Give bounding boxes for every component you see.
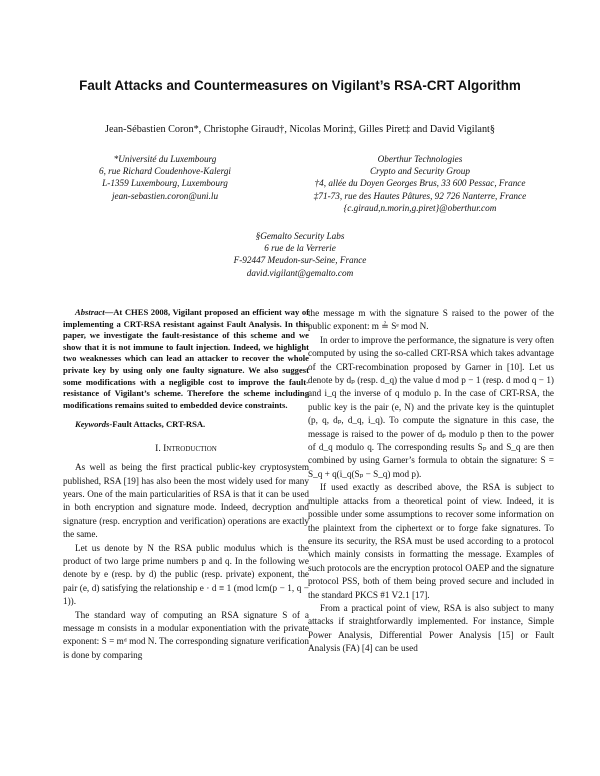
paragraph: From a practical point of view, RSA is also subject to many attacks if straightforwardly implemented. For instance, Simple Power Analysis, Differential Power Analysis [15] or Fault Analysis (FA) [4] can be used xyxy=(308,602,554,654)
paragraph: The standard way of computing an RSA signature S of a message m consists in a modular exponentiation with the private exponent: S = mᵈ mod N. The corresponding signature verification is done by comparing xyxy=(63,609,309,660)
affiliation-gemalto xyxy=(175,230,425,279)
keywords-text: -Fault Attacks, CRT-RSA. xyxy=(109,419,206,430)
abstract-text: —At CHES 2008, Vigilant proposed an efficient way of implementing a CRT-RSA resistant against Fault Analysis. In this paper, we investigate the fault-resistance of this scheme and we show that it is not immune to fault injection. Indeed, we highlight two weaknesses which can lead an attacker to recover the whole private key by using only one faulty signature. We also suggest some modifications with a negligible cost to improve the fault-resistance of Vigilant’s scheme. Therefore the scheme including modifications remains suited to embedded device constraints. xyxy=(63,307,309,410)
abstract-label: Abstract xyxy=(75,307,105,317)
abstract xyxy=(63,307,309,411)
paragraph: Let us denote by N the RSA public modulus which is the product of two large prime numbers p and q. In the following we denote by e (resp. by d) the public (resp. private) exponent, the pair (e, d) satisfying the relationship e · d ≡ 1 (mod lcm(p − 1, q − 1)). xyxy=(63,542,309,607)
aff-line: jean-sebastien.coron@uni.lu xyxy=(111,190,219,201)
paragraph: the message m with the signature S raised to the power of the public exponent: m ≟ Sᵉ mod N. xyxy=(308,308,554,332)
aff-line: F-92447 Meudon-sur-Seine, France xyxy=(233,255,367,266)
aff-line: †4, allée du Doyen Georges Brus, 33 600 Pessac, France xyxy=(314,178,526,189)
right-column xyxy=(308,307,554,656)
affiliation-luxembourg xyxy=(60,153,270,202)
keywords-label: Keywords xyxy=(75,419,110,430)
aff-line: Oberthur Technologies xyxy=(377,154,463,164)
aff-line: §Gemalto Security Labs xyxy=(255,231,345,241)
aff-line: 6 rue de la Verrerie xyxy=(264,243,336,254)
paragraph: As well as being the first practical public-key cryptosystem published, RSA [19] has also been the most widely used for many years. One of the main particularities of RSA is that it can be used in both encryption and signature mode. Indeed, decryption and signature (resp. encryption and verification) operations are exactly the same. xyxy=(63,462,309,540)
paragraph: In order to improve the performance, the signature is very often computed by using the so-called CRT-RSA which takes advantage of the CRT-recombination proposed by Garner in [10]. Let us denote by dₚ (resp. d_q) the value d mod p − 1 (resp. d mod q − 1) and i_q the inverse of q modulo p. In the case of CRT-RSA, the public key is the pair (e, N) and the private key is the quintuplet (p, q, dₚ, d_q, i_q). To compute the signature in this case, the message is raised to the power of dₚ modulo p then to the power of d_q modulo q. The corresponding results Sₚ and S_q are then combined by using Garner’s formula to obtain the signature: S = S_q + q(i_q(Sₚ − S_q) mod p). xyxy=(308,334,554,479)
aff-line: ‡71-73, rue des Hautes Pâtures, 92 726 Nanterre, France xyxy=(313,190,527,201)
left-column xyxy=(63,307,309,662)
aff-line: david.vigilant@gemalto.com xyxy=(246,267,354,278)
paragraph: If used exactly as described above, the RSA is subject to multiple attacks from a theoretical point of view. Indeed, it is possible under some assumptions to recover some information on the plaintext from the ciphertext or to forge fake signatures. To ensure its security, the RSA must be used according to a protocol which mainly consists in formatting the message. Examples of such protocols are the encryption protocol OAEP and the signature protocol PSS, both of them being proved secure and included in the standard PKCS #1 V2.1 [17]. xyxy=(308,482,554,600)
keywords xyxy=(75,418,309,431)
aff-line: {c.giraud,n.morin,g.piret}@oberthur.com xyxy=(343,202,497,213)
author-list: Jean-Sébastien Coron*, Christophe Giraud†, Nicolas Morin‡, Gilles Piret‡ and David Vigilant§ xyxy=(105,124,495,135)
paper-title: Fault Attacks and Countermeasures on Vigilant’s RSA-CRT Algorithm xyxy=(79,78,521,93)
section-heading: I. Introduction xyxy=(155,442,217,454)
affiliation-oberthur xyxy=(275,153,565,214)
aff-line: L-1359 Luxembourg, Luxembourg xyxy=(102,178,228,189)
aff-line: 6, rue Richard Coudenhove-Kalergi xyxy=(98,166,231,177)
aff-line: *Université du Luxembourg xyxy=(113,154,217,164)
aff-line: Crypto and Security Group xyxy=(370,166,470,177)
